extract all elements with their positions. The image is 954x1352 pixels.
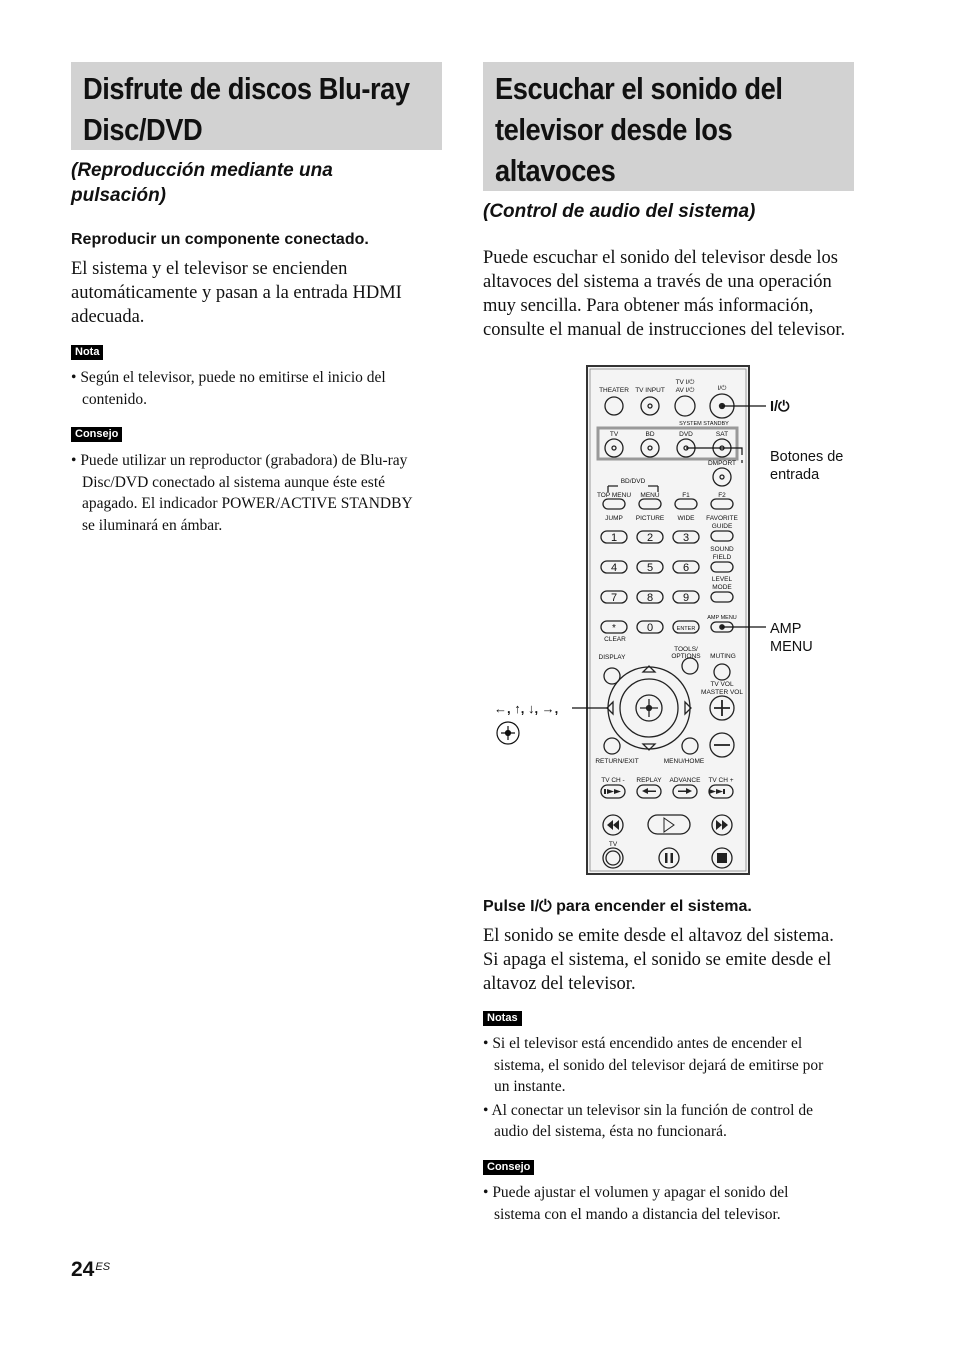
dvd-label: DVD	[679, 431, 693, 438]
right-tip-tag: Consejo	[483, 1160, 534, 1175]
key-2-label: 2	[646, 532, 654, 544]
tv-vol-label: TV VOL	[710, 681, 734, 688]
f1-label: F1	[682, 492, 690, 499]
tv-ch-minus-label: TV CH -	[601, 777, 625, 784]
callout-power: I/⏻	[770, 399, 790, 415]
mode-label: MODE	[712, 584, 732, 591]
dmport-label: DMPORT	[707, 460, 737, 467]
left-subtitle: (Reproducción mediante una pulsación)	[71, 160, 333, 206]
key-5-label: 5	[646, 562, 654, 574]
list-item: • Según el televisor, puede no emitirse el inicio del contenido.	[71, 367, 451, 410]
key-4-label: 4	[610, 562, 618, 574]
top-menu-label: TOP MENU	[596, 492, 632, 499]
bd-dvd-label: BD/DVD	[620, 478, 646, 485]
right-tip-list	[483, 1182, 868, 1227]
master-vol-label: MASTER VOL	[701, 689, 743, 696]
replay-label: REPLAY	[636, 777, 662, 784]
right-result: El sonido se emite desde el altavoz del sistema. Si apaga el sistema, el sonido se emite desde el altavoz del televisor.	[483, 926, 834, 994]
tv-ch-plus-label: TV CH +	[708, 777, 734, 784]
tv-power-label: TV I/⏻	[675, 379, 695, 386]
left-body: El sistema y el televisor se encienden automáticamente y pasan a la entrada HDMI adecuada.	[71, 259, 402, 327]
tv-input-label: TV INPUT	[635, 387, 665, 394]
left-note-tag: Nota	[71, 345, 103, 360]
advance-label: ADVANCE	[669, 777, 701, 784]
key-8-label: 8	[646, 592, 654, 604]
key-6-label: 6	[682, 562, 690, 574]
power-label: I/⏻	[717, 385, 727, 392]
av-power-label: AV I/⏻	[675, 387, 695, 394]
favorite-label: FAVORITE	[706, 515, 738, 522]
menu-home-label: MENU/HOME	[663, 758, 705, 765]
bd-label: BD	[645, 431, 655, 438]
left-note-list	[71, 367, 451, 412]
sound-label: SOUND	[710, 546, 734, 553]
right-subtitle: (Control de audio del sistema)	[483, 201, 756, 222]
key-0-label: 0	[646, 622, 654, 634]
list-item: • Si el televisor está encendido antes de encender el sistema, el sonido del televisor dejará de emitirse por un instante.	[483, 1033, 868, 1098]
callout-amp-line1: AMP	[770, 621, 802, 637]
star-key-label: *	[612, 623, 616, 634]
guide-label: GUIDE	[711, 523, 733, 530]
key-7-label: 7	[610, 592, 618, 604]
amp-menu-label: AMP MENU	[707, 615, 737, 621]
right-intro: Puede escuchar el sonido del televisor desde los altavoces del sistema a través de una operación muy sencilla. Para obtener más información, consulte el manual de instrucciones del televisor.	[483, 248, 846, 340]
key-9-label: 9	[682, 592, 690, 604]
center-select-icon	[497, 722, 519, 744]
display-label: DISPLAY	[598, 654, 626, 661]
picture-label: PICTURE	[635, 515, 665, 522]
f2-label: F2	[718, 492, 726, 499]
callout-input-line2: entrada	[770, 467, 820, 483]
theater-label: THEATER	[599, 387, 629, 394]
enter-label: ENTER	[676, 626, 696, 632]
right-notes-tag: Notas	[483, 1011, 522, 1026]
list-item: • Puede ajustar el volumen y apagar el sonido del sistema con el mando a distancia del televisor.	[483, 1182, 868, 1225]
left-tip-tag: Consejo	[71, 427, 122, 442]
clear-label: CLEAR	[604, 636, 626, 643]
page-number: $24^{ES}$	[71, 1258, 111, 1281]
list-item: • Puede utilizar un reproductor (grabadora) de Blu-ray Disc/DVD conectado al sistema aunque éste esté apagado. El indicador POWER/ACTIVE STANDBY se iluminará en ámbar.	[71, 450, 451, 536]
callout-amp-line2: MENU	[770, 639, 813, 655]
tools-label: TOOLS/	[674, 646, 698, 653]
jump-label: JUMP	[605, 515, 623, 522]
tv-bottom-label: TV	[608, 841, 618, 848]
left-step: Reproducir un componente conectado.	[71, 231, 369, 248]
system-standby-label: SYSTEM STANDBY	[679, 421, 729, 427]
tv-label: TV	[609, 431, 619, 438]
field-label: FIELD	[712, 554, 732, 561]
list-item: • Al conectar un televisor sin la función de control de audio del sistema, ésta no funcionará.	[483, 1100, 868, 1143]
key-3-label: 3	[682, 532, 690, 544]
left-title-box	[71, 62, 442, 150]
key-1-label: 1	[610, 532, 618, 544]
return-exit-label: RETURN/EXIT	[595, 758, 639, 765]
left-tip-list	[71, 450, 451, 538]
callout-arrows: ←, ↑, ↓, →,	[494, 701, 559, 716]
right-step: Pulse I/⏻ para encender el sistema.	[483, 898, 752, 915]
remote-illustration	[480, 360, 860, 880]
right-title: Escuchar el sonido del televisor desde los altavoces	[495, 71, 783, 188]
level-label: LEVEL	[711, 576, 733, 583]
callout-input-line1: Botones de	[770, 449, 844, 465]
left-title: Disfrute de discos Blu-ray Disc/DVD	[83, 71, 410, 147]
wide-label: WIDE	[677, 515, 695, 522]
right-title-box	[483, 62, 854, 191]
sat-label: SAT	[715, 431, 729, 438]
menu-label: MENU	[640, 492, 660, 499]
options-label: OPTIONS	[671, 653, 701, 660]
right-notes-list	[483, 1033, 868, 1145]
muting-label: MUTING	[710, 653, 736, 660]
